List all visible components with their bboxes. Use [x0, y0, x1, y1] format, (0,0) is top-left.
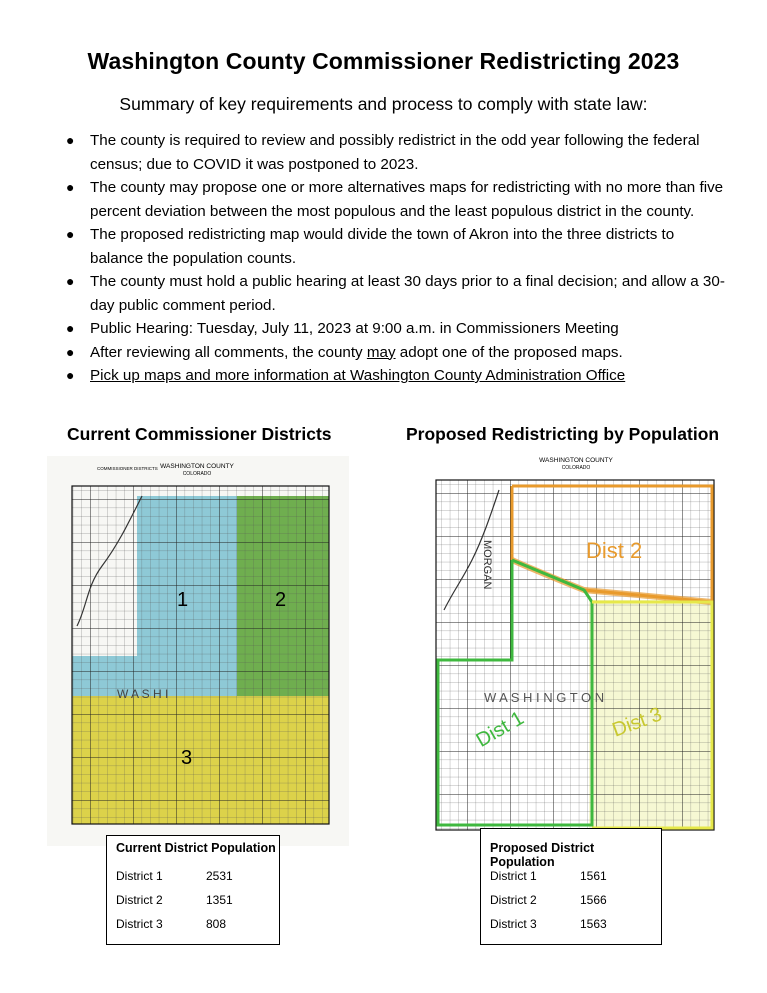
- district-3-label: Dist 3: [609, 703, 665, 742]
- bullet-icon: ●: [66, 132, 75, 148]
- county-name-label: W A S H I: [117, 687, 169, 701]
- district-3-label: 3: [181, 747, 193, 769]
- list-item: ● The proposed redistricting map would divide the town of Akron into the three districts to balance the population counts.: [64, 223, 729, 270]
- table-row: District 2 1351: [116, 893, 233, 907]
- bullet-icon: ●: [66, 367, 75, 383]
- table-row: District 2 1566: [490, 893, 607, 907]
- district-2-label: 2: [275, 589, 287, 611]
- table-row: District 1 1561: [490, 869, 607, 883]
- bullet-icon: ●: [66, 226, 75, 242]
- district-2-label: Dist 2: [586, 538, 643, 563]
- requirements-list: [64, 129, 729, 388]
- page-subtitle: Summary of key requirements and process to comply with state law:: [119, 94, 648, 114]
- current-districts-map: [47, 456, 349, 846]
- bullet-icon: ●: [66, 343, 75, 360]
- table-row: District 3 808: [116, 917, 227, 931]
- table-row: District 1 2531: [116, 869, 233, 883]
- page-title: Washington County Commissioner Redistricting 2023: [87, 48, 680, 74]
- list-item: [64, 364, 729, 388]
- may-emphasis: may: [366, 343, 396, 361]
- bullet-icon: ●: [66, 320, 75, 336]
- list-item: ● The county must hold a public hearing at least 30 days prior to a final decision; and allow a 30-day public comment period.: [64, 270, 729, 317]
- bullet-icon: ●: [66, 179, 75, 195]
- district-1-label: Dist 1: [472, 707, 528, 752]
- list-item: ● After reviewing all comments, the county may adopt one of the proposed maps.: [64, 341, 729, 365]
- current-map-heading: Current Commissioner Districts: [67, 424, 332, 444]
- list-item: ● The county may propose one or more alternatives maps for redistricting with no more than five percent deviation between the most populous and the least populous district in the county.: [64, 176, 729, 223]
- pickup-info: Pick up maps and more information at Washington County Administration Office: [90, 367, 626, 384]
- morgan-county-label: MORGAN: [481, 540, 493, 590]
- list-item: ● The county is required to review and possibly redistrict in the odd year following the federal census; due to COVID it was postponed to 2023.: [64, 129, 729, 176]
- bullet-icon: ●: [66, 273, 75, 289]
- proposed-districts-map: [424, 450, 724, 840]
- current-population-table: [106, 835, 280, 945]
- proposed-map-heading: Proposed Redistricting by Population: [406, 424, 720, 444]
- table-title: Current District Population: [116, 841, 276, 855]
- district-1-label: 1: [177, 589, 189, 611]
- county-name-label: W A S H I N G T O N: [484, 690, 605, 705]
- table-title: Proposed District Population: [490, 841, 595, 869]
- map-state-title: COLORADO: [561, 465, 591, 471]
- list-item: ● Public Hearing: Tuesday, July 11, 2023 at 9:00 a.m. in Commissioners Meeting: [64, 317, 729, 341]
- map-county-title: WASHINGTON COUNTY: [160, 463, 234, 470]
- map-county-title: WASHINGTON COUNTY: [539, 457, 613, 464]
- map-caption: COMMISSIONER DISTRICTS: [97, 466, 158, 471]
- proposed-population-table: [480, 828, 662, 945]
- map-state-title: COLORADO: [182, 471, 212, 477]
- table-row: District 3 1563: [490, 917, 607, 931]
